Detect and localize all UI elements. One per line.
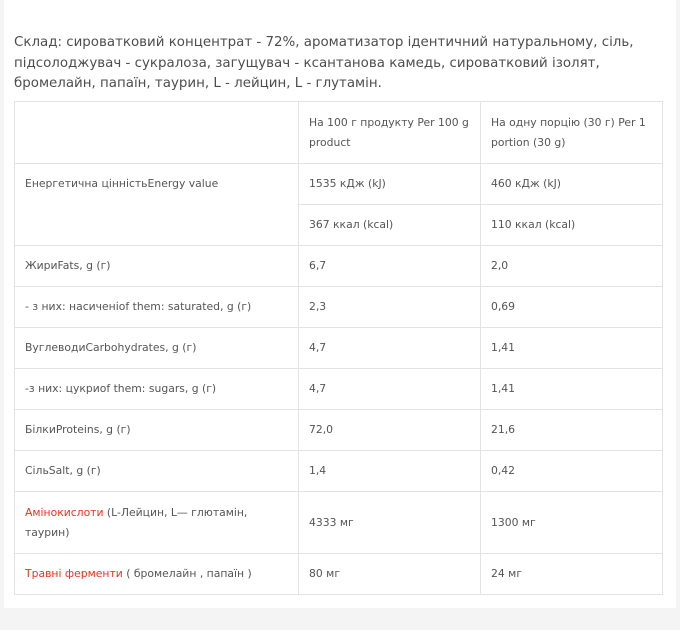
row-value-100g: 2,3 (299, 287, 481, 328)
table-row (15, 492, 663, 554)
enzymes-100g: 80 мг (299, 554, 481, 595)
enzymes-label: Травні ферменти (25, 567, 123, 580)
amino-acids-detail: (L-Лейцин, L— глютамін, таурин) (25, 505, 248, 539)
row-value-portion: 21,6 (481, 410, 663, 451)
amino-acids-label: Амінокислоти (25, 505, 104, 519)
row-label: - з них: насиченіof them: saturated, g (г) (15, 287, 299, 328)
table-row (15, 246, 663, 287)
header-empty-cell (15, 102, 299, 164)
table-row (15, 451, 663, 492)
energy-kj-100g: 1535 кДж (kJ) (299, 164, 481, 205)
header-per-100g: На 100 г продукту Per 100 g product (299, 102, 481, 164)
energy-label: Енергетична цінністьEnergy value (15, 164, 299, 246)
table-row (15, 287, 663, 328)
row-value-portion: 1,41 (481, 328, 663, 369)
table-row (15, 554, 663, 595)
table-row (15, 164, 663, 205)
row-label: -з них: цукриof them: sugars, g (г) (15, 369, 299, 410)
row-value-portion: 2,0 (481, 246, 663, 287)
energy-kcal-100g: 367 ккал (kcal) (299, 205, 481, 246)
row-value-portion: 0,69 (481, 287, 663, 328)
row-value-100g: 1,4 (299, 451, 481, 492)
row-label: ЖириFats, g (г) (15, 246, 299, 287)
enzymes-detail: ( бромелайн , папаїн ) (122, 567, 252, 580)
composition-text: Склад: сироватковий концентрат - 72%, ароматизатор ідентичний натуральному, сіль, підсолоджувач - сукралоза, загущувач - ксантанова камедь, сироватковий ізолят, бромелайн, папаїн, таурин, L - лейцин, L - глутамін. (14, 35, 634, 91)
row-label: СільSalt, g (г) (15, 451, 299, 492)
enzymes-portion: 24 мг (481, 554, 663, 595)
header-per-portion: На одну порцію (30 г) Per 1 portion (30 g) (481, 102, 663, 164)
table-row (15, 410, 663, 451)
row-value-100g: 6,7 (299, 246, 481, 287)
amino-acids-100g: 4333 мг (299, 492, 481, 554)
row-value-100g: 4,7 (299, 369, 481, 410)
row-value-100g: 72,0 (299, 410, 481, 451)
row-value-100g: 4,7 (299, 328, 481, 369)
table-header-row (15, 102, 663, 164)
row-label: ВуглеводиCarbohydrates, g (г) (15, 328, 299, 369)
energy-kcal-portion: 110 ккал (kcal) (481, 205, 663, 246)
row-label: БілкиProteins, g (г) (15, 410, 299, 451)
amino-acids-cell (15, 492, 299, 554)
nutrition-table (14, 101, 663, 595)
row-value-portion: 0,42 (481, 451, 663, 492)
row-value-portion: 1,41 (481, 369, 663, 410)
amino-acids-portion: 1300 мг (481, 492, 663, 554)
table-row (15, 369, 663, 410)
enzymes-cell (15, 554, 299, 595)
table-row (15, 328, 663, 369)
energy-kj-portion: 460 кДж (kJ) (481, 164, 663, 205)
